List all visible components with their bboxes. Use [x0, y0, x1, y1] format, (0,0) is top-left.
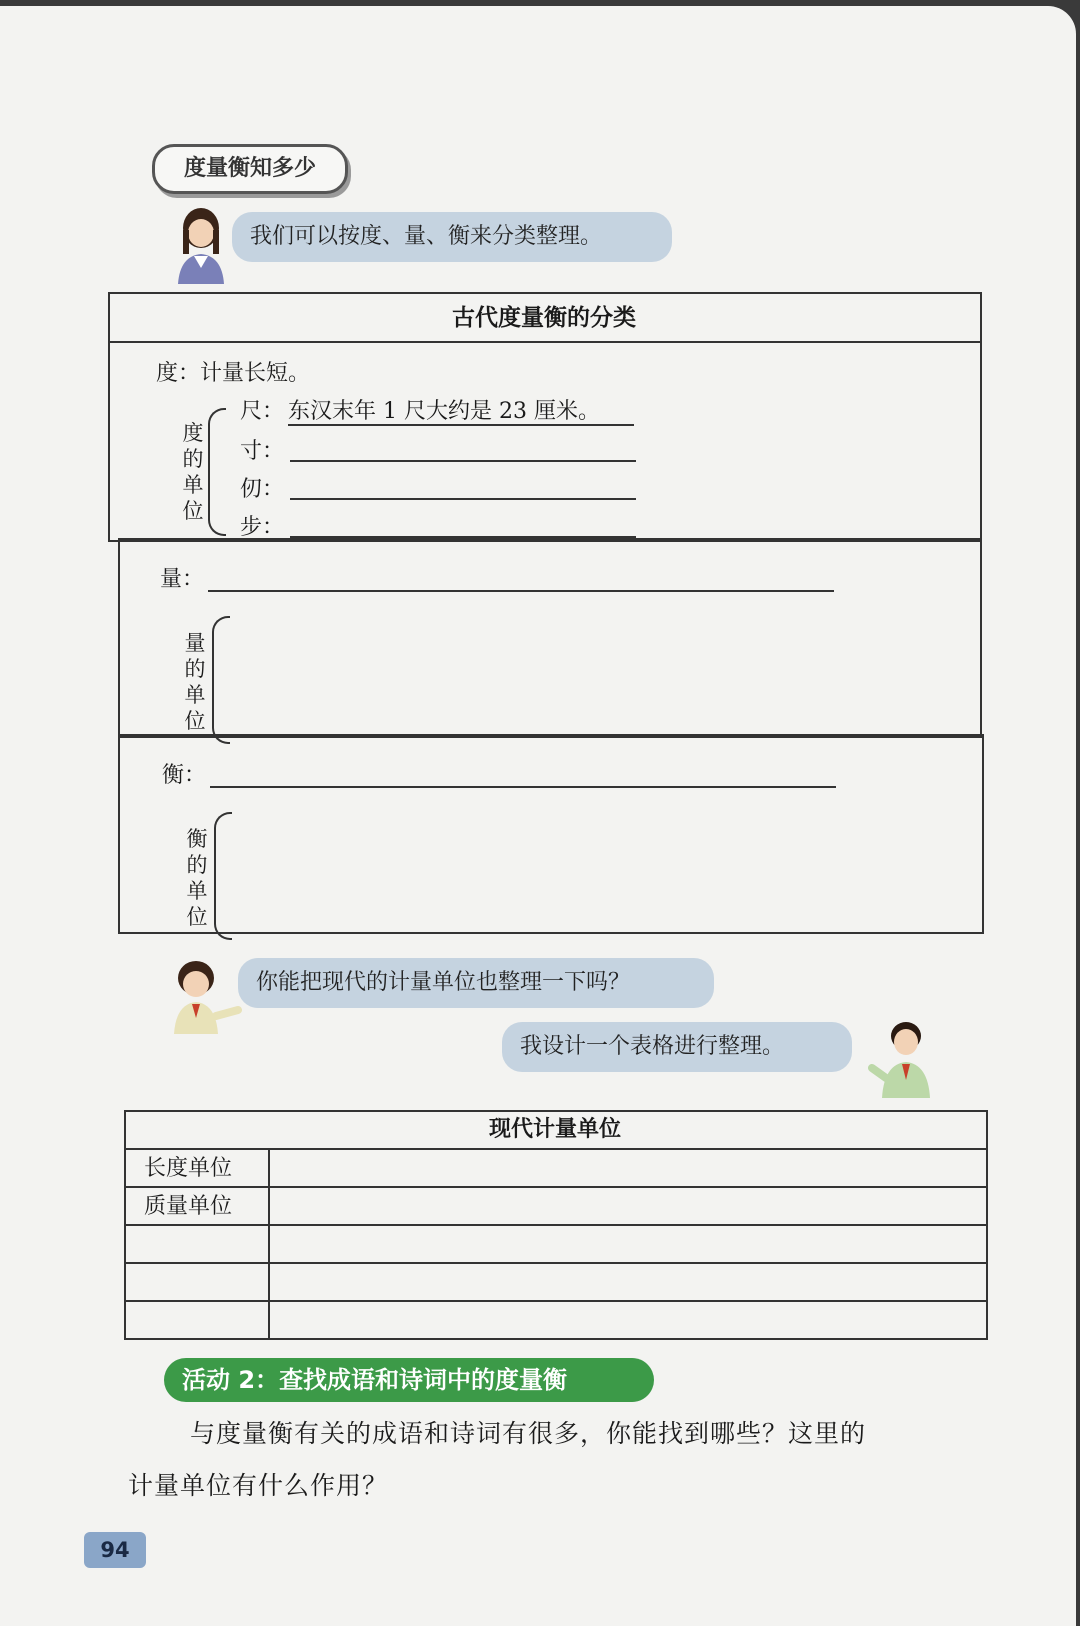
section-title: 度量衡知多少	[152, 144, 348, 194]
du-unit-chi-value: 东汉末年 1 尺大约是 23 厘米。	[288, 399, 600, 424]
heng-brace	[214, 812, 232, 940]
du-unit-chi-line	[288, 424, 634, 426]
du-definition: 度：计量长短。	[156, 361, 311, 386]
page-number: 94	[84, 1532, 146, 1568]
liang-definition-line	[208, 590, 834, 592]
modern-table-rule	[124, 1224, 986, 1226]
du-unit-cun-line	[290, 460, 636, 462]
heng-definition: 衡：	[162, 763, 207, 788]
modern-table-rule	[124, 1148, 986, 1150]
du-unit-ren-name: 仞：	[240, 477, 285, 502]
du-unit-cun-name: 寸：	[240, 439, 285, 464]
textbook-page	[0, 6, 1076, 1626]
liang-units-label: 量的单位	[184, 631, 206, 733]
du-brace	[208, 408, 226, 536]
modern-table-rule	[124, 1262, 986, 1264]
du-unit-ren-line	[290, 498, 636, 500]
speech-bubble-2: 你能把现代的计量单位也整理一下吗？	[238, 958, 714, 1008]
modern-row-length: 长度单位	[144, 1156, 233, 1181]
activity-2-tag	[164, 1358, 654, 1402]
boy-student-icon	[868, 1018, 940, 1098]
heng-definition-line	[210, 786, 836, 788]
du-unit-chi-name: 尺：	[240, 399, 285, 424]
ancient-table-liang-block	[118, 538, 982, 738]
modern-table-rule	[124, 1300, 986, 1302]
modern-table-rule	[124, 1186, 986, 1188]
modern-row-mass: 质量单位	[144, 1194, 233, 1219]
heng-units-label: 衡的单位	[186, 827, 208, 929]
table-title-divider	[108, 341, 980, 343]
activity-title: 查找成语和诗词中的度量衡	[279, 1366, 568, 1394]
activity-paragraph-line-2: 计量单位有什么作用？	[128, 1471, 389, 1500]
liang-brace	[212, 616, 230, 744]
liang-definition: 量：	[160, 567, 205, 592]
du-units-label: 度的单位	[182, 421, 204, 523]
modern-table-title: 现代计量单位	[488, 1117, 621, 1142]
speech-bubble-3: 我设计一个表格进行整理。	[502, 1022, 852, 1072]
activity-paragraph-line-1: 与度量衡有关的成语和诗词有很多，你能找到哪些？这里的	[190, 1419, 867, 1448]
speech-bubble-1: 我们可以按度、量、衡来分类整理。	[232, 212, 672, 262]
ancient-table-heng-block	[118, 734, 984, 934]
activity-label: 活动 2：	[182, 1366, 280, 1394]
du-unit-bu-name: 步：	[240, 515, 285, 540]
ancient-table-title: 古代度量衡的分类	[452, 305, 636, 331]
du-unit-bu-line	[290, 536, 636, 538]
girl-student-icon	[172, 206, 230, 284]
girl-student-2-icon	[162, 958, 242, 1034]
modern-table-col-divider	[268, 1148, 270, 1338]
